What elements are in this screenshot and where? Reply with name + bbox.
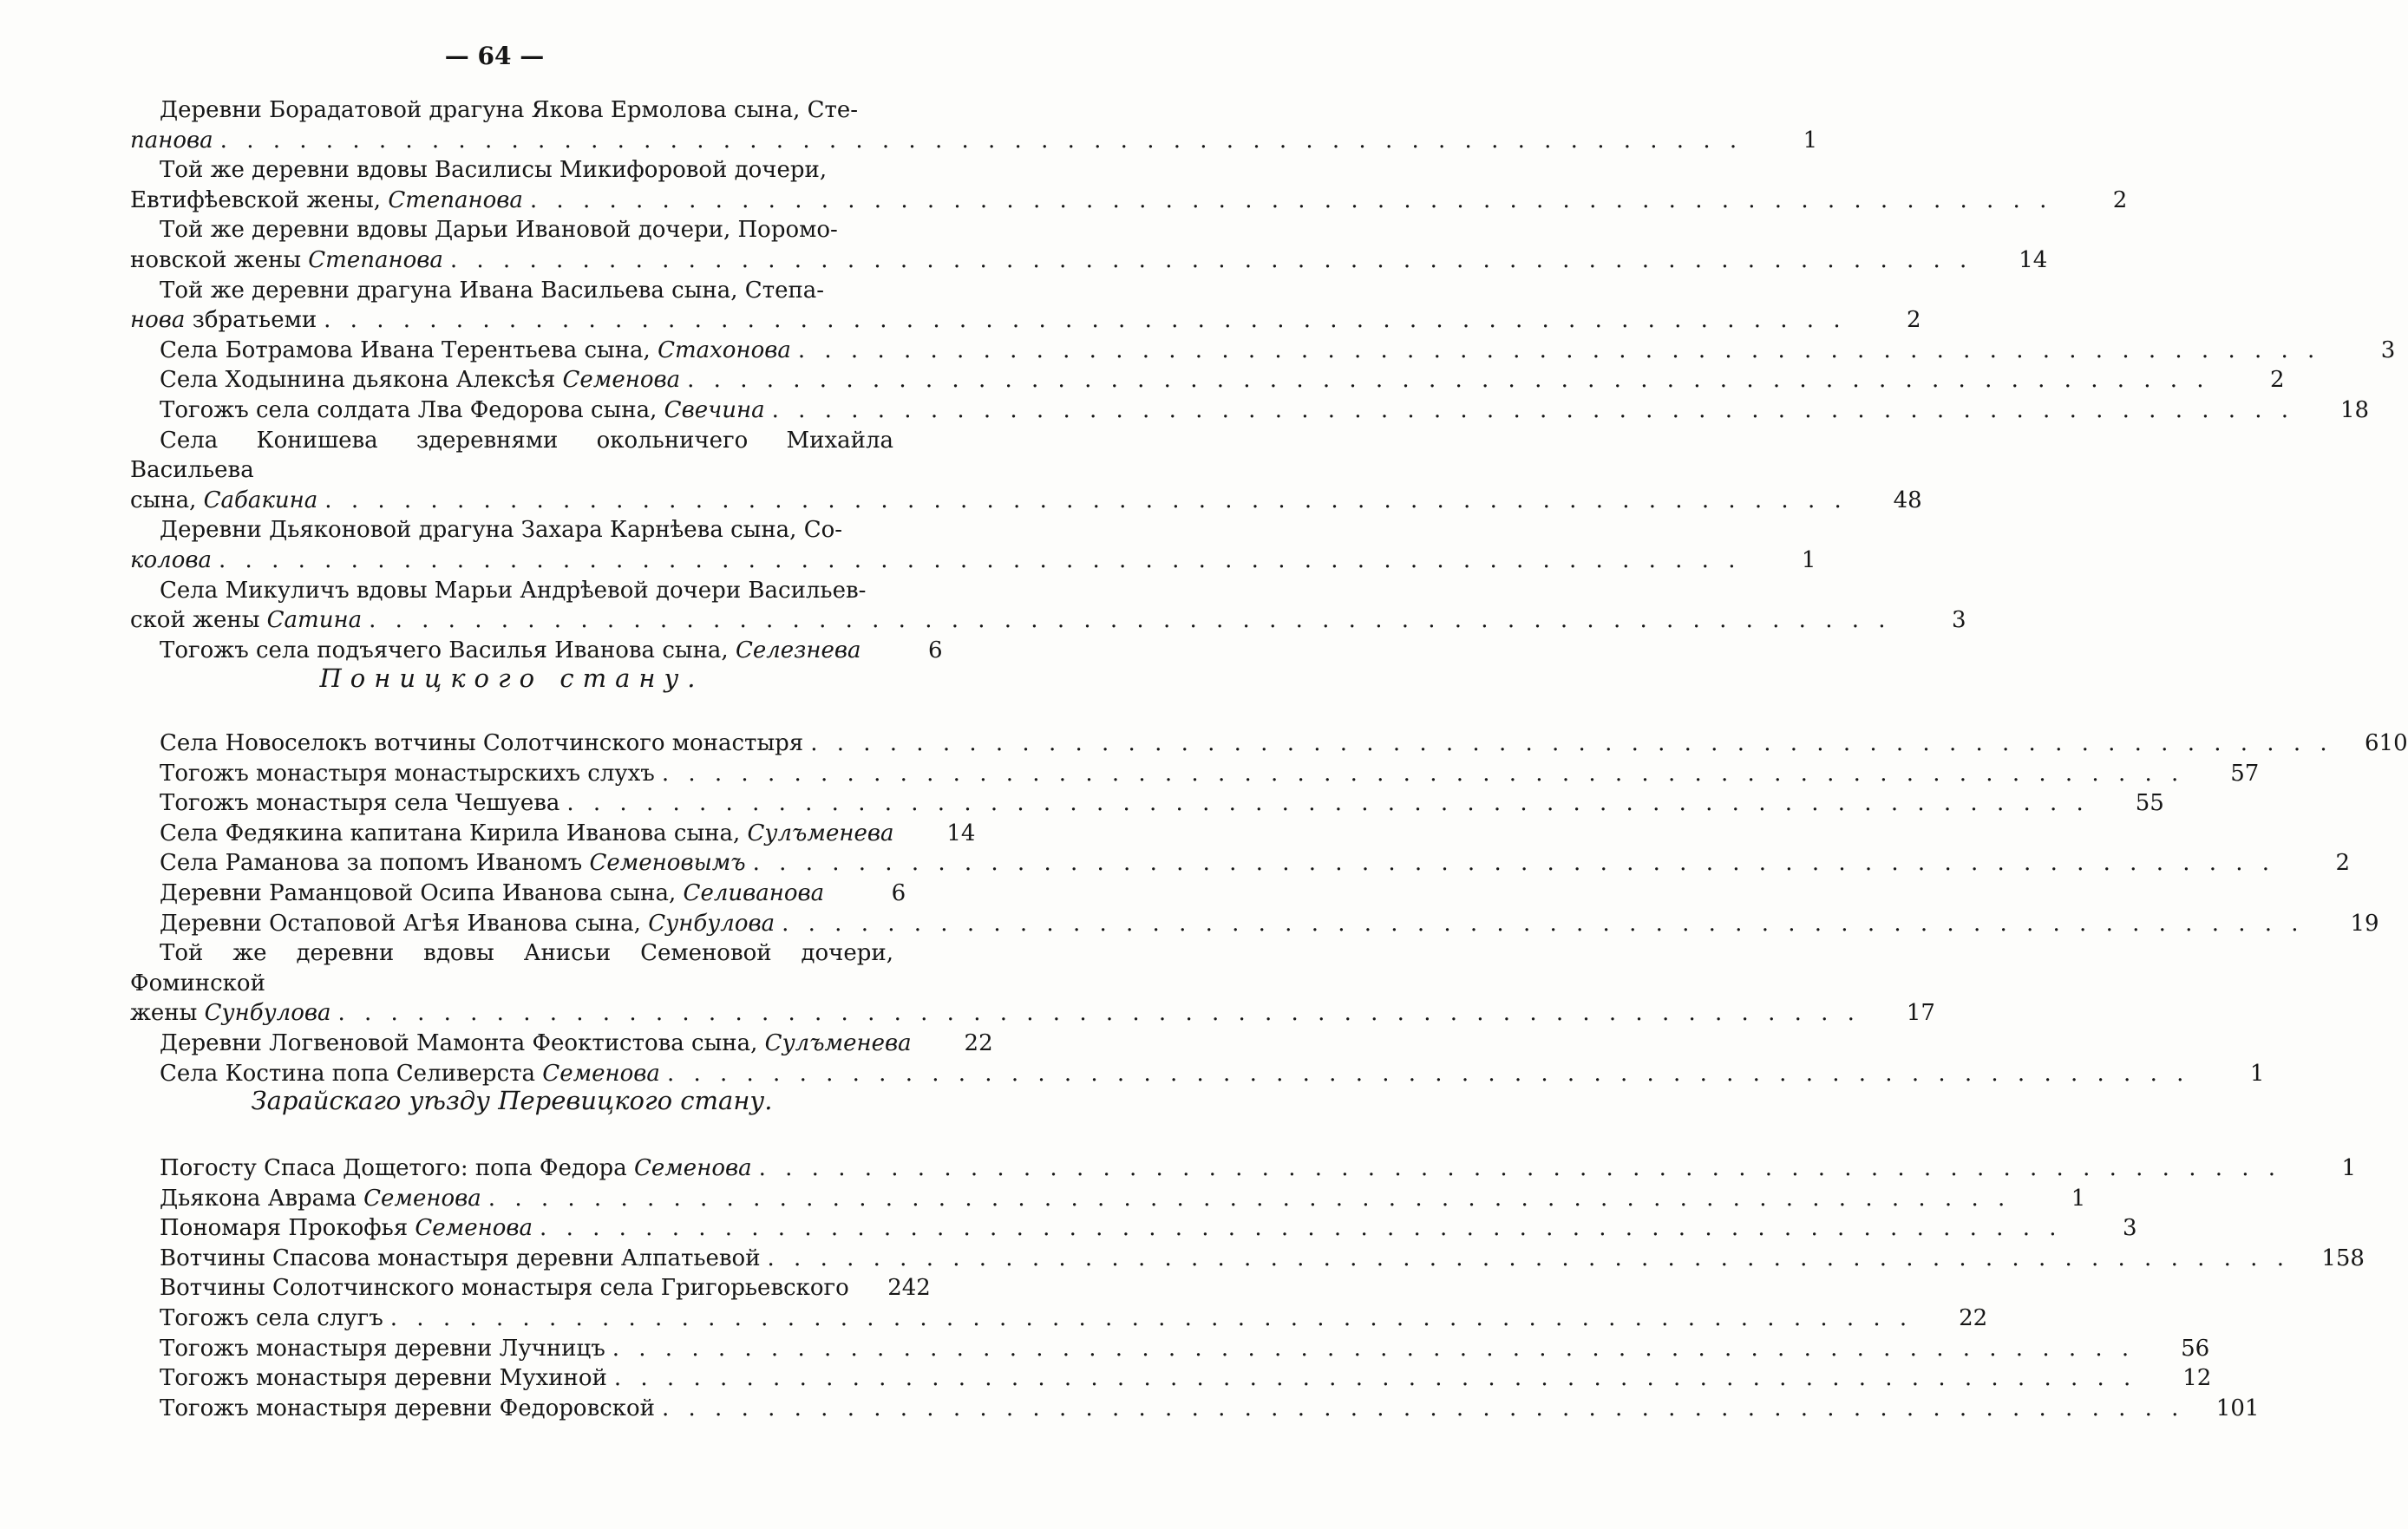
entry-1-line-2: панова . . . 1 [130, 126, 893, 156]
entry-6: Села Ходынина дьякона Алексѣя Семенова . . . 2 [160, 365, 893, 395]
s3-entry-4: Вотчины Спасова монастыря деревни Алпатьевой . . . 158 [160, 1244, 893, 1274]
s2-entry-7: Деревни Остаповой Агѣя Иванова сына, Сунбулова . . . 19 [160, 909, 893, 939]
entry-4-value: 2 [1907, 307, 1921, 334]
page-number: — 64 — [444, 42, 545, 70]
s2-entry-3: Тогожъ монастыря села Чешуева . . . 55 [160, 788, 893, 819]
entry-10-line-1: Села Микуличъ вдовы Марьи Андрѣевой дочери Васильев- [160, 577, 867, 604]
entry-3-line-2: новской жены Степанова . . . 14 [130, 245, 893, 276]
entry-10-line-2: ской жены Сатина . . . 3 [130, 605, 893, 636]
section-1-list [130, 95, 2396, 665]
entry-10-value: 3 [1951, 607, 1966, 634]
s3-entry-8: Тогожъ монастыря деревни Мухиной . . . 12 [160, 1363, 893, 1394]
s3-entry-2: Дьякона Аврама Семенова . . . 1 [160, 1184, 893, 1214]
entry-9-line-1: Деревни Дьяконовой драгуна Захара Карнѣева сына, Со- [160, 517, 843, 544]
s3-entry-9: Тогожъ монастыря деревни Федоровской . . . 101 [160, 1394, 893, 1424]
entry-11-value: 6 [927, 637, 943, 663]
entry-4-line-2: нова збратьеми . . . 2 [130, 305, 893, 336]
entry-3-line-1: Той же деревни вдовы Дарьи Ивановой дочери, Поромо- [160, 217, 838, 244]
entry-1-value: 1 [1803, 127, 1818, 154]
entry-7: Тогожъ села солдата Лва Федорова сына, Свечина . . . 18 [160, 395, 893, 426]
section-heading-ponitsky: Поницкого стану. [319, 663, 704, 693]
s2-entry-8-line-2: жены Сунбулова . . . 17 [130, 998, 893, 1029]
entry-2-line-2: Евтифѣевской жены, Степанова . . . 2 [130, 186, 893, 216]
entry-3-value: 14 [2019, 246, 2048, 273]
s3-entry-7: Тогожъ монастыря деревни Лучницъ . . . 56 [160, 1334, 893, 1364]
entry-2-line-1: Той же деревни вдовы Василисы Микифоровой дочери, [160, 157, 828, 184]
s3-entry-6: Тогожъ села слугъ . . . 22 [160, 1304, 893, 1334]
entry-4-line-1: Той же деревни драгуна Ивана Васильева сына, Степа- [160, 277, 825, 304]
s2-entry-10: Села Костина попа Селиверста Семенова . . . 1 [160, 1059, 893, 1089]
entry-5-value: 3 [2380, 337, 2396, 363]
section-heading-zaraysk: Зарайскаго уѣзду Перевицкого стану. [251, 1086, 773, 1115]
s2-entry-8-line-1: Той же деревни вдовы Анисьи Семеновой дочери, Фоминской [130, 940, 893, 996]
entry-8-line-1: Села Конишева здеревнями окольничего Михайла Васильева [130, 427, 893, 484]
entry-8-line-2: сына, Сабакина . . . 48 [130, 486, 893, 516]
s3-entry-1: Погосту Спаса Дощетого: попа Федора Семенова . . . 1 [160, 1153, 893, 1184]
s3-entry-5: Вотчины Солотчинского монастыря села Григорьевского 242 [160, 1275, 931, 1302]
s3-entry-3: Пономаря Прокофья Семенова . . . 3 [160, 1213, 893, 1244]
section-3-list [130, 1153, 2365, 1423]
entry-2-value: 2 [2112, 186, 2128, 213]
s2-entry-9: Деревни Логвеновой Мамонта Феоктистова сына, Сулъменева 22 [160, 1029, 993, 1056]
s2-entry-5: Села Раманова за попомъ Иваномъ Семеновымъ . . . 2 [160, 848, 893, 879]
entry-7-value: 18 [2339, 396, 2370, 423]
s2-entry-6: Деревни Раманцовой Осипа Иванова сына, Селиванова 6 [160, 879, 906, 906]
entry-9-value: 1 [1801, 546, 1816, 573]
entry-5: Села Ботрамова Ивана Терентьева сына, Стахонова . . . 3 [160, 336, 893, 366]
section-2-list [130, 729, 2408, 1088]
entry-11: Тогожъ села подъячего Василья Иванова сына, Селезнева 6 [160, 636, 893, 666]
s2-entry-1: Села Новоселокъ вотчины Солотчинского монастыря . . . 610 [160, 729, 893, 759]
entry-6-value: 2 [2270, 367, 2285, 394]
entry-8-value: 48 [1893, 487, 1922, 513]
entry-9-line-2: колова . . . 1 [130, 546, 893, 576]
entry-1-line-1: Деревни Борадатовой драгуна Якова Ермолова сына, Сте- [160, 97, 859, 123]
s2-entry-4: Села Федякина капитана Кирила Иванова сына, Сулъменева 14 [160, 820, 976, 846]
s2-entry-2: Тогожъ монастыря монастырскихъ слухъ . . . 57 [160, 759, 893, 789]
